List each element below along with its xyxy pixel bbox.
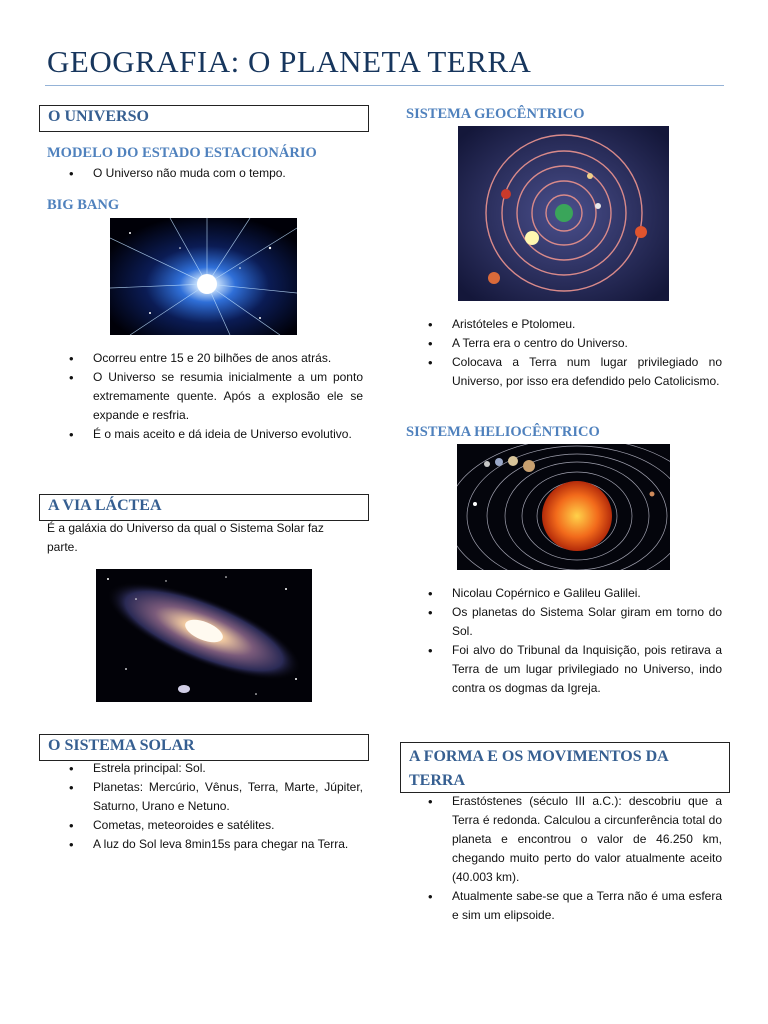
list-heliocentrico [406,584,722,698]
subheading-big-bang: BIG BANG [47,197,120,213]
section-heading-forma-movimentos: A FORMA E OS MOVIMENTOS DA TERRA [400,742,730,793]
big-bang-starburst-icon [110,218,297,335]
big-bang-image [110,218,297,335]
list-item: • Cometas, meteoroides e satélites. [47,816,363,835]
list-item: • Planetas: Mercúrio, Vênus, Terra, Marte, Júpiter, Saturno, Urano e Netuno. [47,778,363,816]
heliocentric-solar-system-icon [457,444,670,570]
geocentric-image [458,126,669,301]
list-item: • Colocava a Terra num lugar privilegiado no Universo, por isso era defendido pelo Catolicismo. [406,353,722,391]
list-item: • Atualmente sabe-se que a Terra não é uma esfera e sim um elipsoide. [406,887,722,925]
list-item: • A Terra era o centro do Universo. [406,334,722,353]
list-estado-estacionario [47,164,363,183]
list-geocentrico [406,315,722,391]
heliocentric-image [457,444,670,570]
andromeda-galaxy-icon [96,569,312,702]
list-item: • Aristóteles e Ptolomeu. [406,315,722,334]
list-item: • Nicolau Copérnico e Galileu Galilei. [406,584,722,603]
list-item: • O Universo se resumia inicialmente a um ponto extremamente quente. Após a explosão ele se expande e resfria. [47,368,363,425]
list-item: • Foi alvo do Tribunal da Inquisição, pois retirava a Terra de um lugar privilegiado no Universo, indo contra os dogmas da Igreja. [406,641,722,698]
list-item: • O Universo não muda com o tempo. [47,164,363,183]
subheading-heliocentrico: SISTEMA HELIOCÊNTRICO [406,424,600,440]
list-sistema-solar [47,759,363,854]
via-lactea-text: É a galáxia do Universo da qual o Sistema Solar faz parte. [47,521,324,554]
list-item: • Os planetas do Sistema Solar giram em torno do Sol. [406,603,722,641]
title-divider [45,85,724,86]
list-big-bang [47,349,363,444]
galaxy-image [96,569,312,702]
list-item: • É o mais aceito e dá ideia de Universo evolutivo. [47,425,363,444]
geocentric-model-icon [458,126,669,301]
section-heading-universo: O UNIVERSO [39,105,369,132]
subheading-estado-estacionario: MODELO DO ESTADO ESTACIONÁRIO [47,145,317,161]
section-heading-sistema-solar: O SISTEMA SOLAR [39,734,369,761]
list-forma-movimentos [406,792,722,925]
list-item: • Erastóstenes (século III a.C.): descobriu que a Terra é redonda. Calculou a circunferência total do planeta e encontrou o valor de 46.250 km, chegando muito perto do valor atualmente aceito (40.003 km). [406,792,722,887]
subheading-geocentrico: SISTEMA GEOCÊNTRICO [406,106,585,122]
list-item: • Ocorreu entre 15 e 20 bilhões de anos atrás. [47,349,363,368]
list-item: • Estrela principal: Sol. [47,759,363,778]
page-title: GEOGRAFIA: O PLANETA TERRA [47,44,532,79]
section-heading-via-lactea: A VIA LÁCTEA [39,494,369,521]
list-item: • A luz do Sol leva 8min15s para chegar na Terra. [47,835,363,854]
